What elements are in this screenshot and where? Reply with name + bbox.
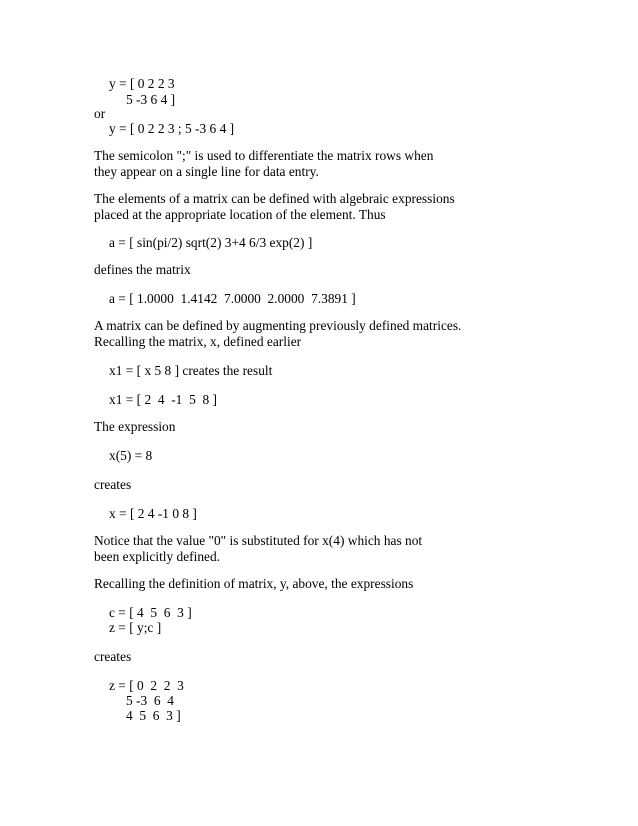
code-c-definition: c = [ 4 5 6 3 ] <box>109 605 192 620</box>
matrix-y-row-1: y = [ 0 2 2 3 <box>109 76 175 91</box>
paragraph-notice-2: been explicitly defined. <box>94 549 221 564</box>
code-x5-assign: x(5) = 8 <box>109 448 153 463</box>
or-label: or <box>94 106 106 121</box>
text-creates-1: creates <box>94 477 132 492</box>
matrix-z-row-1: z = [ 0 2 2 3 <box>109 678 184 693</box>
matrix-y-row-2: 5 -3 6 4 ] <box>126 92 176 107</box>
paragraph-semicolon-1: The semicolon ";" is used to differentiate the matrix rows when <box>94 148 434 163</box>
paragraph-elements-1: The elements of a matrix can be defined with algebraic expressions <box>94 191 455 206</box>
matrix-y-single-line: y = [ 0 2 2 3 ; 5 -3 6 4 ] <box>109 121 235 136</box>
text-the-expression: The expression <box>94 419 176 434</box>
paragraph-recalling-y: Recalling the definition of matrix, y, above, the expressions <box>94 576 414 591</box>
code-a-expressions: a = [ sin(pi/2) sqrt(2) 3+4 6/3 exp(2) ] <box>109 235 313 250</box>
code-x-result: x = [ 2 4 -1 0 8 ] <box>109 506 197 521</box>
text-defines-matrix: defines the matrix <box>94 262 191 277</box>
paragraph-augment-2: Recalling the matrix, x, defined earlier <box>94 334 302 349</box>
matrix-z-row-3: 4 5 6 3 ] <box>126 708 181 723</box>
paragraph-elements-2: placed at the appropriate location of the element. Thus <box>94 207 386 222</box>
paragraph-semicolon-2: they appear on a single line for data entry. <box>94 164 319 179</box>
paragraph-notice-1: Notice that the value "0" is substituted for x(4) which has not <box>94 533 423 548</box>
code-z-definition: z = [ y;c ] <box>109 620 162 635</box>
code-x1-result: x1 = [ 2 4 -1 5 8 ] <box>109 392 217 407</box>
text-creates-2: creates <box>94 649 132 664</box>
code-a-values: a = [ 1.0000 1.4142 7.0000 2.0000 7.3891 ] <box>109 291 356 306</box>
matrix-z-row-2: 5 -3 6 4 <box>126 693 174 708</box>
code-x1-definition: x1 = [ x 5 8 ] creates the result <box>109 363 273 378</box>
paragraph-augment-1: A matrix can be defined by augmenting previously defined matrices. <box>94 318 462 333</box>
